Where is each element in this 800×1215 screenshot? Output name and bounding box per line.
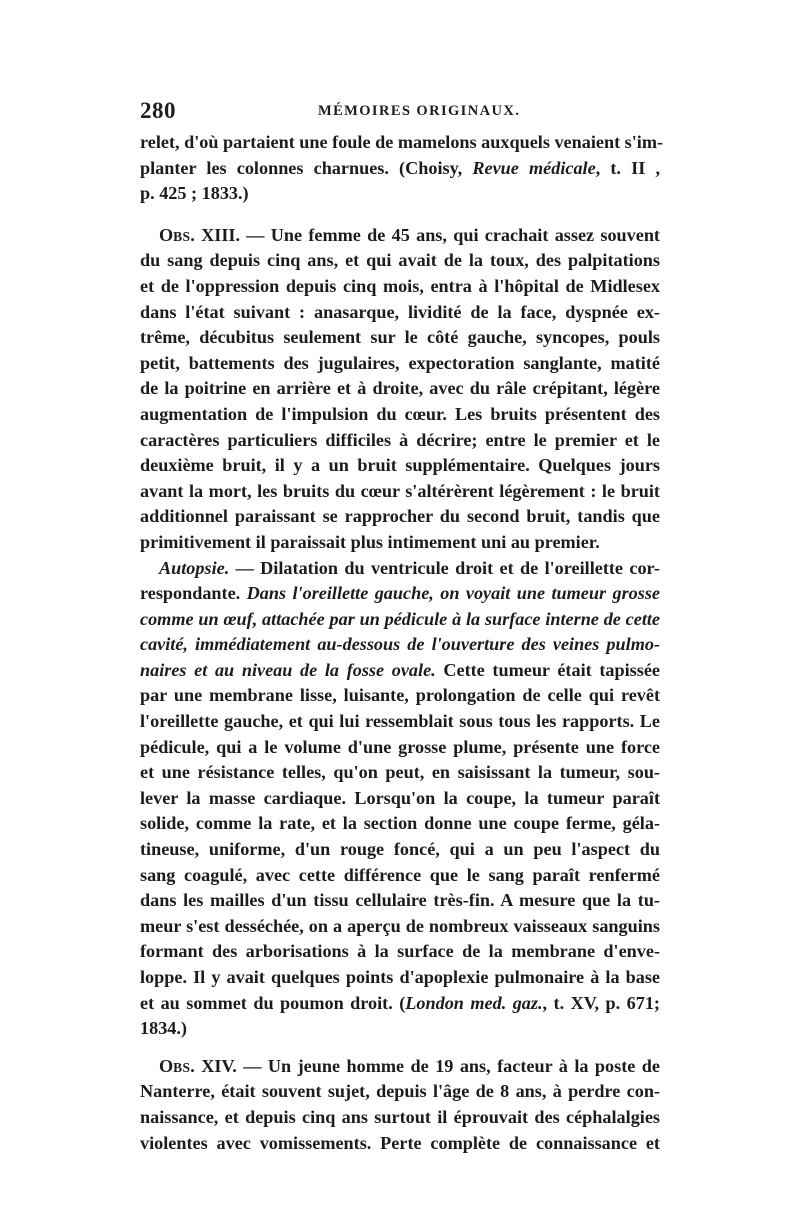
text-line xyxy=(140,658,660,684)
text-line xyxy=(140,376,660,402)
italic-segment: naires et au niveau de la fosse ovale. xyxy=(140,659,436,680)
italic-segment: Revue médicale xyxy=(472,157,596,178)
text-line xyxy=(140,479,660,505)
text-segment: formant des arborisations à la surface de la membrane d'enve- xyxy=(140,941,660,962)
text-line xyxy=(140,325,660,351)
text-line xyxy=(140,351,660,377)
italic-segment: Dans l'oreillette gauche, on voyait une tumeur grosse xyxy=(246,583,660,604)
text-segment: additionnel paraissant se rapprocher du second bruit, tandis que xyxy=(140,506,660,527)
italic-segment: Autopsie. xyxy=(159,557,230,578)
text-segment: , t. II , xyxy=(595,157,660,178)
running-title: MÉMOIRES ORIGINAUX. xyxy=(318,103,521,119)
text-segment: augmentation de l'impulsion du cœur. Les bruits présentent des xyxy=(140,403,660,424)
text-segment: naissance, et depuis cinq ans surtout il éprouvait des céphalalgies xyxy=(140,1106,660,1127)
text-segment: 1834.) xyxy=(140,1018,187,1039)
text-line xyxy=(140,504,660,530)
text-segment: dans l'état suivant : anasarque, lividité de la face, dyspnée ex- xyxy=(140,301,660,322)
text-segment: sang coagulé, avec cette différence que le sang paraît renfermé xyxy=(140,864,660,885)
text-segment: avant la mort, les bruits du cœur s'altérèrent légèrement : le bruit xyxy=(140,480,660,501)
text-line xyxy=(140,223,660,249)
paragraph-gap xyxy=(140,1042,660,1054)
text-segment: planter les colonnes charnues. (Choisy, xyxy=(140,157,473,178)
text-segment: , t. XV, p. 671; xyxy=(542,992,660,1013)
text-line xyxy=(140,939,660,965)
text-segment: respondante. xyxy=(140,583,247,604)
text-line xyxy=(140,632,660,658)
text-line xyxy=(140,1131,660,1157)
text-line xyxy=(140,760,660,786)
text-line xyxy=(140,581,660,607)
text-line xyxy=(140,428,660,454)
text-segment: et une résistance telles, qu'on peut, en saisissant la tumeur, sou- xyxy=(140,762,660,783)
text-segment: pédicule, qui a le volume d'une grosse plume, présente une force xyxy=(140,736,660,757)
paragraph xyxy=(140,223,660,1042)
text-line xyxy=(140,965,660,991)
text-line xyxy=(140,130,664,156)
text-line xyxy=(140,402,660,428)
text-segment: loppe. Il y avait quelques points d'apoplexie pulmonaire à la base xyxy=(140,967,660,987)
text-line xyxy=(140,735,660,761)
text-segment: violentes avec vomissements. Perte complète de connaissance et xyxy=(140,1132,660,1153)
text-segment: . XIII. — Une femme de 45 ans, qui crachait assez souvent xyxy=(190,224,660,245)
text-segment: p. 425 ; 1833.) xyxy=(140,183,249,204)
text-segment: BS xyxy=(173,228,191,244)
text-segment: deuxième bruit, il y a un bruit supplémentaire. Quelques jours xyxy=(140,455,660,476)
italic-segment: London med. gaz. xyxy=(405,992,543,1013)
paragraph-gap xyxy=(140,207,660,223)
text-line xyxy=(140,811,660,837)
page-number: 280 xyxy=(140,98,176,123)
text-segment: O xyxy=(159,224,174,245)
text-segment: O xyxy=(159,1055,174,1076)
text-segment: solide, comme la rate, et la section donne une coupe ferme, géla- xyxy=(140,813,660,834)
text-line xyxy=(140,683,660,709)
text-segment: meur s'est desséchée, on a aperçu de nombreux vaisseaux sanguins xyxy=(140,915,660,936)
text-segment: et au sommet du poumon droit. ( xyxy=(140,992,406,1013)
text-line xyxy=(140,274,660,300)
text-segment: — Dilatation du ventricule droit et de l'oreillette cor- xyxy=(229,557,660,578)
text-line xyxy=(140,914,660,940)
text-line xyxy=(140,837,660,863)
text-segment: dans les mailles d'un tissu cellulaire très-fin. A mesure que la tu- xyxy=(140,890,660,911)
page-header xyxy=(140,98,660,128)
text-segment: et de l'oppression depuis cinq mois, entra à l'hôpital de Midlesex xyxy=(140,275,660,296)
text-segment: primitivement il paraissait plus intimement uni au premier. xyxy=(140,531,600,552)
text-line xyxy=(140,300,660,326)
text-line xyxy=(140,248,660,274)
text-line xyxy=(140,1016,660,1042)
text-line xyxy=(140,709,660,735)
text-line xyxy=(140,556,660,582)
paragraph xyxy=(140,1054,660,1156)
text-line xyxy=(140,786,660,812)
body-text xyxy=(140,130,664,1156)
italic-segment: cavité, immédiatement au-dessous de l'ouverture des veines pulmo- xyxy=(140,634,660,655)
text-segment: par une membrane lisse, luisante, prolongation de celle qui revêt xyxy=(140,685,660,706)
paragraph xyxy=(140,130,664,207)
text-line xyxy=(140,453,660,479)
text-line xyxy=(140,1079,660,1105)
text-segment: l'oreillette gauche, et qui lui ressemblait sous tous les rapports. Le xyxy=(140,711,660,732)
text-line xyxy=(140,156,660,182)
text-line xyxy=(140,888,660,914)
text-segment: BS xyxy=(173,1059,191,1075)
text-segment: Cette tumeur était tapissée xyxy=(435,659,660,680)
text-segment: du sang depuis cinq ans, et qui avait de la toux, des palpitations xyxy=(140,250,660,271)
text-line xyxy=(140,991,660,1017)
text-segment: caractères particuliers difficiles à décrire; entre le premier et le xyxy=(140,429,660,450)
text-segment: Nanterre, était souvent sujet, depuis l'âge de 8 ans, à perdre con- xyxy=(140,1081,660,1102)
text-line xyxy=(140,181,660,207)
text-segment: lever la masse cardiaque. Lorsqu'on la coupe, la tumeur paraît xyxy=(140,787,660,808)
text-segment: petit, battements des jugulaires, expectoration sanglante, matité xyxy=(140,352,660,373)
text-line xyxy=(140,530,660,556)
text-line xyxy=(140,1105,660,1131)
italic-segment: comme un œuf, attachée par un pédicule à la surface interne de cette xyxy=(140,608,660,629)
text-line xyxy=(140,1054,660,1080)
text-line xyxy=(140,863,660,889)
text-segment: relet, d'où partaient une foule de mamelons auxquels venaient s'im- xyxy=(140,132,664,152)
text-segment: tineuse, uniforme, d'un rouge foncé, qui a un peu l'aspect du xyxy=(140,839,660,860)
text-segment: . XIV. — Un jeune homme de 19 ans, facteur à la poste de xyxy=(190,1055,660,1076)
text-line xyxy=(140,607,660,633)
text-segment: de la poitrine en arrière et à droite, avec du râle crépitant, légère xyxy=(140,378,660,399)
text-segment: trême, décubitus seulement sur le côté gauche, syncopes, pouls xyxy=(140,327,660,348)
